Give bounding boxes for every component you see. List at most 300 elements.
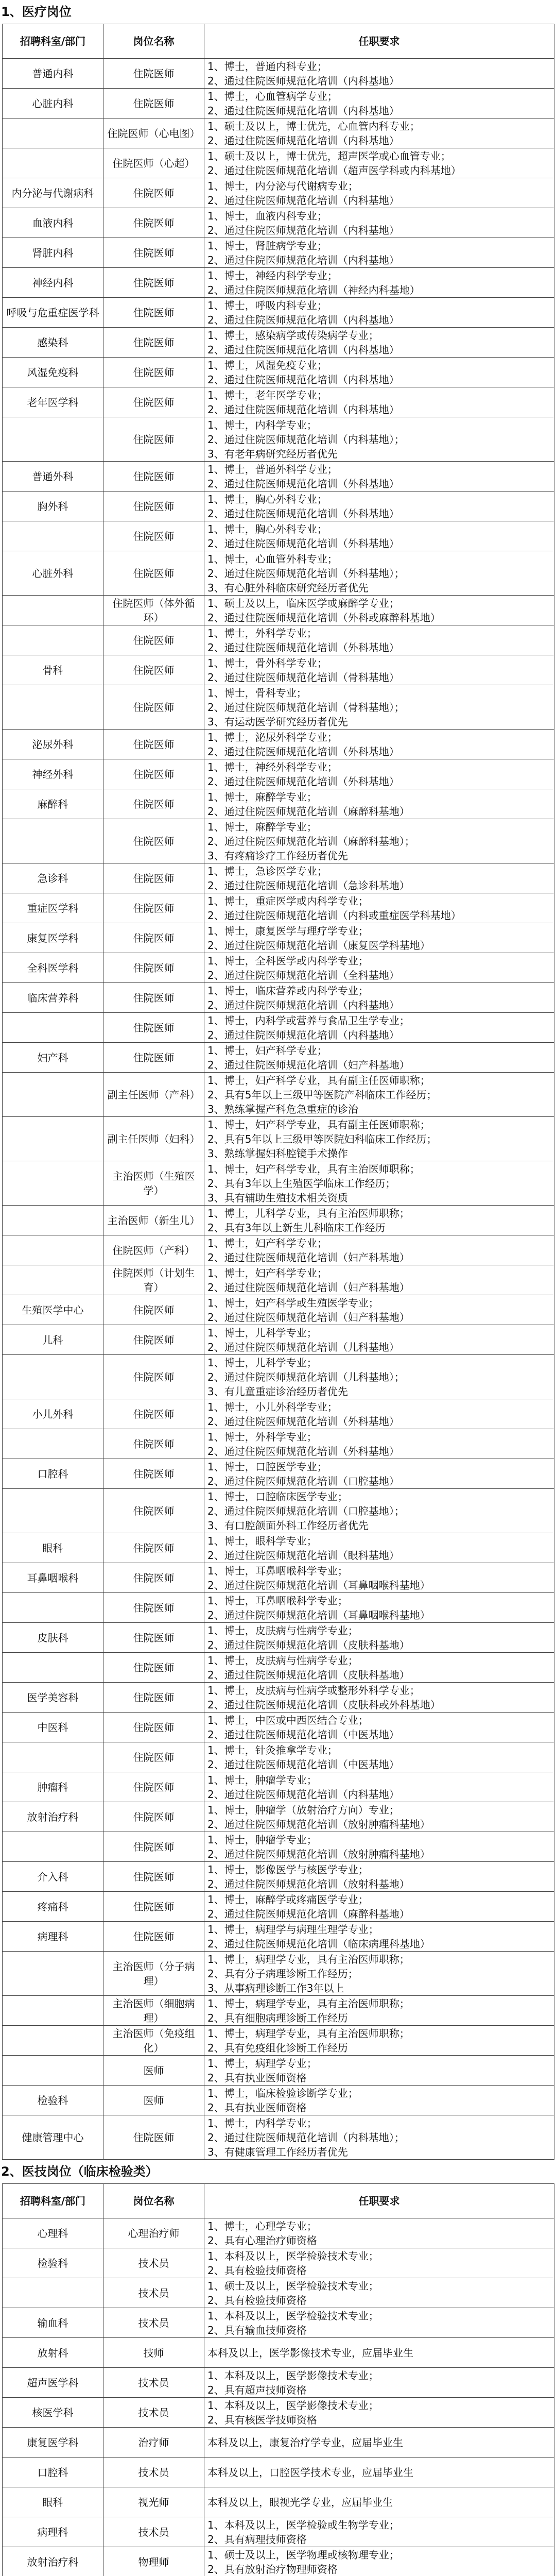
table-row (3, 1623, 554, 1653)
post-cell: 住院医师 (103, 1489, 204, 1533)
requirement-line: 3、有疼痛诊疗工作经历者优先 (207, 849, 348, 862)
table-row (3, 2428, 554, 2458)
requirement-line: 2、通过住院医师规范化培训（超声医学科或内科基地） (207, 164, 461, 177)
requirement-line: 1、博士，骨外科学专业； (207, 656, 327, 669)
requirement-line: 1、博士，病理学专业，具有主治医师职称； (207, 2027, 410, 2040)
dept-cell: 心脏内科 (3, 89, 103, 118)
requirement-line: 1、博士，血液内科专业； (207, 209, 327, 222)
dept-cell: 临床营养科 (3, 983, 103, 1013)
dept-cell (3, 1489, 103, 1533)
requirement-line: 2、通过住院医师规范化培训（口腔基地）； (207, 1504, 405, 1517)
requirements-cell (204, 1772, 554, 1802)
requirement-line: 2、通过住院医师规范化培训（内科基地） (207, 104, 399, 117)
requirement-line: 1、硕士及以上，医学物理或核物理专业； (207, 2548, 399, 2561)
requirement-line: 1、博士，风湿免疫专业； (207, 359, 327, 371)
dept-cell: 肿瘤科 (3, 1772, 103, 1802)
requirement-line: 3、有口腔颌面外科工作经历者优先 (207, 1519, 369, 1532)
dept-cell: 中医科 (3, 1713, 103, 1742)
dept-cell (3, 1265, 103, 1295)
dept-cell: 急诊科 (3, 863, 103, 893)
post-cell: 住院医师 (103, 268, 204, 298)
dept-cell: 检验科 (3, 2086, 103, 2115)
requirement-line: 2、通过住院医师规范化培训（中医基地） (207, 1728, 399, 1741)
table-row (3, 1161, 554, 1206)
requirement-line: 2、通过住院医师规范化培训（内科基地）； (207, 2131, 405, 2144)
requirement-line: 1、博士，肿瘤学专业； (207, 1773, 317, 1786)
requirements-cell (204, 2368, 554, 2398)
requirement-line: 1、博士，神经外科学专业； (207, 760, 338, 773)
requirement-line: 1、博士，临床检验诊断学专业； (207, 2087, 358, 2099)
requirement-line: 2、通过住院医师规范化培训（放射科基地） (207, 1877, 410, 1890)
dept-cell (3, 685, 103, 730)
requirement-line: 2、通过住院医师规范化培训（骨科基地）； (207, 701, 405, 714)
table-row (3, 1489, 554, 1533)
requirements-cell (204, 1235, 554, 1265)
requirement-line: 2、具有细胞病理诊断工作经历 (207, 2011, 348, 2024)
table-row (3, 118, 554, 148)
dept-cell: 呼吸与危重症医学科 (3, 298, 103, 328)
dept-cell: 儿科 (3, 1325, 103, 1355)
table-row (3, 1832, 554, 1862)
dept-cell (3, 1593, 103, 1623)
requirement-line: 2、通过住院医师规范化培训（儿科基地）； (207, 1370, 405, 1383)
requirement-line: 2、通过住院医师规范化培训（骨科基地） (207, 671, 399, 684)
requirement-line: 3、有运动医学研究经历者优先 (207, 715, 348, 728)
table-row (3, 625, 554, 655)
requirement-line: 1、博士，口腔医学专业； (207, 1460, 327, 1473)
requirements-cell (204, 983, 554, 1013)
requirement-line: 2、通过住院医师规范化培训（儿科基地） (207, 1341, 399, 1353)
post-cell: 住院医师 (103, 789, 204, 819)
requirements-cell (204, 2547, 554, 2576)
table-row (3, 1996, 554, 2026)
post-cell: 住院医师 (103, 551, 204, 596)
post-cell: 住院医师 (103, 1325, 204, 1355)
post-cell: 住院医师 (103, 1013, 204, 1043)
requirement-line: 1、博士，耳鼻咽喉科学专业； (207, 1564, 348, 1577)
requirements-cell (204, 1533, 554, 1563)
requirements-cell (204, 118, 554, 148)
requirements-cell (204, 2458, 554, 2487)
post-cell: 住院医师 (103, 358, 204, 387)
dept-cell: 老年医学科 (3, 387, 103, 417)
table-row (3, 685, 554, 730)
dept-cell (3, 1355, 103, 1399)
requirement-line: 3、有儿童重症诊治经历者优先 (207, 1385, 348, 1398)
requirements-cell (204, 268, 554, 298)
table-row (3, 1399, 554, 1429)
requirement-line: 2、通过住院医师规范化培训（外科基地）； (207, 567, 405, 580)
dept-cell (3, 1073, 103, 1117)
post-cell: 住院医师 (103, 893, 204, 923)
table-row (3, 953, 554, 983)
post-cell: 住院医师 (103, 238, 204, 268)
requirement-line: 1、博士，针灸推拿学专业； (207, 1743, 338, 1756)
requirements-cell (204, 2026, 554, 2056)
post-cell: 住院医师 (103, 521, 204, 551)
header-post: 岗位名称 (103, 2184, 204, 2218)
requirements-cell (204, 730, 554, 759)
requirements-cell (204, 89, 554, 118)
table-row (3, 521, 554, 551)
requirement-line: 1、博士，妇产科学专业，具有主治医师职称； (207, 1162, 420, 1175)
post-cell: 住院医师 (103, 655, 204, 685)
table-row (3, 2115, 554, 2160)
dept-cell: 风湿免疫科 (3, 358, 103, 387)
table-row (3, 551, 554, 596)
post-cell: 住院医师 (103, 178, 204, 208)
dept-cell: 生殖医学中心 (3, 1295, 103, 1325)
requirement-line: 2、通过住院医师规范化培训（外科基地） (207, 641, 399, 654)
requirement-line: 1、博士，全科医学或内科学专业； (207, 954, 369, 967)
requirement-line: 2、通过住院医师规范化培训（内科基地） (207, 1028, 399, 1041)
dept-cell (3, 1117, 103, 1161)
requirement-line: 2、通过住院医师规范化培训（急诊科基地） (207, 879, 410, 892)
dept-cell: 神经内科 (3, 268, 103, 298)
dept-cell: 超声医学科 (3, 2368, 103, 2398)
requirement-line: 2、通过住院医师规范化培训（妇产科基地） (207, 1311, 410, 1324)
dept-cell: 检验科 (3, 2248, 103, 2278)
requirement-line: 1、博士，呼吸内科专业； (207, 299, 327, 312)
requirements-cell (204, 1489, 554, 1533)
dept-cell: 眼科 (3, 2487, 103, 2517)
requirement-line: 2、通过住院医师规范化培训（内科基地） (207, 134, 399, 147)
table-row (3, 1683, 554, 1713)
requirement-line: 1、本科及以上，医学检验技术专业； (207, 2309, 379, 2322)
requirements-cell (204, 1325, 554, 1355)
section-title-medical: 1、医疗岗位 (1, 5, 72, 19)
requirement-line: 1、博士，内科学或营养与食品卫生学专业； (207, 1014, 410, 1027)
requirement-line: 2、具有5年以上三级甲等医院产科临床工作经历； (207, 1088, 437, 1101)
requirements-cell (204, 1593, 554, 1623)
post-cell: 住院医师 (103, 1295, 204, 1325)
requirements-cell (204, 1265, 554, 1295)
dept-cell (3, 1206, 103, 1235)
dept-cell: 神经外科 (3, 759, 103, 789)
requirement-line: 2、具有免疫组化诊断工作经历 (207, 2041, 348, 2054)
table-row (3, 59, 554, 89)
requirement-line: 2、通过住院医师规范化培训（皮肤科基地） (207, 1638, 410, 1651)
table-row (3, 148, 554, 178)
requirement-line: 2、通过住院医师规范化培训（耳鼻咽喉科基地） (207, 1608, 430, 1621)
requirements-cell (204, 1892, 554, 1922)
requirement-line: 2、通过住院医师规范化培训（麻醉科基地） (207, 805, 410, 818)
requirement-line: 1、本科及以上，医学影像技术专业； (207, 2369, 379, 2382)
table-row (3, 1073, 554, 1117)
table-row (3, 1325, 554, 1355)
requirement-line: 1、博士，妇产科学专业； (207, 1044, 327, 1057)
requirements-cell (204, 1952, 554, 1996)
requirement-line: 2、通过住院医师规范化培训（外科基地） (207, 1415, 399, 1428)
table-row (3, 178, 554, 208)
requirement-line: 2、通过住院医师规范化培训（外科基地） (207, 477, 399, 490)
requirement-line: 1、博士，皮肤病与性病学专业； (207, 1624, 358, 1637)
requirements-cell (204, 1295, 554, 1325)
requirements-cell (204, 1206, 554, 1235)
medical-posts-body (3, 59, 554, 2160)
requirements-cell (204, 1683, 554, 1713)
post-cell: 住院医师 (103, 208, 204, 238)
requirement-line: 1、硕士及以上，临床医学或麻醉学专业； (207, 597, 399, 609)
requirement-line: 2、通过住院医师规范化培训（临床病理科基地） (207, 1937, 430, 1950)
dept-cell: 普通内科 (3, 59, 103, 89)
requirements-cell (204, 298, 554, 328)
post-cell: 住院医师（产科） (103, 1235, 204, 1265)
post-cell: 住院医师 (103, 462, 204, 492)
requirements-cell (204, 2248, 554, 2278)
dept-cell: 感染科 (3, 328, 103, 358)
dept-cell (3, 625, 103, 655)
post-cell: 主治医师（新生儿） (103, 1206, 204, 1235)
requirements-cell (204, 2056, 554, 2086)
dept-cell: 健康管理中心 (3, 2115, 103, 2160)
dept-cell: 全科医学科 (3, 953, 103, 983)
requirement-line: 2、具有心理治疗师资格 (207, 2234, 317, 2247)
post-cell: 住院医师 (103, 1713, 204, 1742)
post-cell: 住院医师 (103, 1533, 204, 1563)
dept-cell: 放射治疗科 (3, 2547, 103, 2576)
requirement-line: 1、博士，眼科学专业； (207, 1534, 317, 1547)
requirements-cell (204, 1922, 554, 1952)
dept-cell (3, 118, 103, 148)
requirements-cell (204, 2308, 554, 2338)
requirements-cell (204, 2428, 554, 2458)
requirement-line: 2、通过住院医师规范化培训（耳鼻咽喉科基地） (207, 1579, 430, 1591)
requirement-line: 1、博士，妇产科学专业，具有副主任医师职称； (207, 1074, 430, 1087)
requirement-line: 本科及以上，康复治疗学专业，应届毕业生 (207, 2436, 403, 2449)
requirement-line: 1、博士，妇产科学或生殖医学专业； (207, 1296, 379, 1309)
table-row (3, 2026, 554, 2056)
requirement-line: 1、博士，神经内科学专业； (207, 269, 338, 282)
requirements-cell (204, 1117, 554, 1161)
table-row (3, 1922, 554, 1952)
dept-cell: 康复医学科 (3, 2428, 103, 2458)
dept-cell: 小儿外科 (3, 1399, 103, 1429)
post-cell: 住院医师 (103, 1429, 204, 1459)
requirements-cell (204, 1355, 554, 1399)
header-dept: 招聘科室/部门 (3, 2184, 103, 2218)
table-row (3, 2517, 554, 2547)
requirement-line: 2、通过住院医师规范化培训（麻醉科基地）； (207, 835, 415, 848)
header-post: 岗位名称 (103, 24, 204, 59)
dept-cell (3, 1832, 103, 1862)
dept-cell (3, 1161, 103, 1206)
dept-cell: 耳鼻咽喉科 (3, 1563, 103, 1593)
dept-cell (3, 1952, 103, 1996)
table-row (3, 789, 554, 819)
post-cell: 住院医师 (103, 983, 204, 1013)
post-cell: 住院医师 (103, 730, 204, 759)
requirement-line: 2、通过住院医师规范化培训（内科基地） (207, 998, 399, 1011)
requirement-line: 2、通过住院医师规范化培训（内科基地） (207, 403, 399, 416)
requirement-line: 1、博士，皮肤病与性病学或整形外科学专业； (207, 1684, 420, 1697)
table-row (3, 2368, 554, 2398)
requirement-line: 2、通过住院医师规范化培训（内科基地）； (207, 433, 405, 446)
table-row (3, 2338, 554, 2368)
requirement-line: 2、通过住院医师规范化培训（内科基地） (207, 1788, 399, 1801)
requirement-line: 2、具有病理技师资格 (207, 2533, 307, 2546)
post-cell: 住院医师 (103, 492, 204, 521)
requirement-line: 1、博士，小儿外科学专业； (207, 1400, 338, 1413)
post-cell: 住院医师（体外循环） (103, 596, 204, 625)
requirements-cell (204, 2218, 554, 2248)
requirement-line: 1、博士，胸心外科专业； (207, 493, 327, 505)
requirement-line: 1、博士，心血管病学专业； (207, 90, 338, 103)
requirement-line: 2、具有检验技师资格 (207, 2294, 307, 2307)
requirement-line: 2、具有核医学技师资格 (207, 2413, 317, 2426)
table-row (3, 1802, 554, 1832)
requirement-line: 1、博士，肾脏病学专业； (207, 239, 327, 252)
post-cell: 主治医师（分子病理） (103, 1952, 204, 1996)
table-row (3, 2278, 554, 2308)
requirement-line: 3、从事病理诊断工作3年以上 (207, 1981, 344, 1994)
requirement-line: 2、通过住院医师规范化培训（外科基地） (207, 775, 399, 788)
table-row (3, 983, 554, 1013)
dept-cell: 泌尿外科 (3, 730, 103, 759)
table-row (3, 268, 554, 298)
requirement-line: 1、博士，肿瘤学专业； (207, 1833, 317, 1846)
dept-cell (3, 1996, 103, 2026)
requirement-line: 1、硕士及以上，博士优先，超声医学或心血管专业； (207, 149, 451, 162)
requirement-line: 2、通过住院医师规范化培训（放射肿瘤科基地） (207, 1848, 430, 1860)
table-row (3, 730, 554, 759)
requirement-line: 2、通过住院医师规范化培训（外科基地） (207, 507, 399, 520)
section-title-lab: 2、医技岗位（临床检验类） (1, 2164, 158, 2179)
requirements-cell (204, 2487, 554, 2517)
post-cell: 技术员 (103, 2517, 204, 2547)
table-row (3, 1235, 554, 1265)
requirement-line: 2、通过住院医师规范化培训（神经内科基地） (207, 283, 420, 296)
requirement-line: 1、博士，泌尿外科学专业； (207, 731, 338, 743)
requirement-line: 1、博士，皮肤病与性病学专业； (207, 1654, 358, 1667)
requirement-line: 2、通过住院医师规范化培训（妇产科基地） (207, 1251, 410, 1264)
requirements-cell (204, 2398, 554, 2428)
post-cell: 住院医师 (103, 298, 204, 328)
requirement-line: 2、通过住院医师规范化培训（全科基地） (207, 969, 399, 981)
table-row (3, 1653, 554, 1683)
requirement-line: 2、具有5年以上三级甲等医院妇科临床工作经历； (207, 1132, 437, 1145)
post-cell: 住院医师 (103, 1862, 204, 1892)
post-cell: 技术员 (103, 2308, 204, 2338)
table-row (3, 492, 554, 521)
dept-cell: 输血科 (3, 2308, 103, 2338)
table-row (3, 1013, 554, 1043)
table-row (3, 417, 554, 462)
lab-posts-table (2, 2183, 554, 2576)
requirement-line: 2、通过住院医师规范化培训（内科基地） (207, 313, 399, 326)
table-row (3, 298, 554, 328)
requirements-cell (204, 789, 554, 819)
table-row (3, 358, 554, 387)
post-cell: 技师 (103, 2338, 204, 2368)
requirement-line: 1、博士，心血管外科专业； (207, 552, 338, 565)
requirements-cell (204, 1013, 554, 1043)
requirement-line: 1、本科及以上，医学检验技术专业； (207, 2249, 379, 2262)
requirements-cell (204, 1653, 554, 1683)
requirement-line: 1、博士，内科学专业； (207, 418, 317, 431)
table-row (3, 1892, 554, 1922)
post-cell: 住院医师 (103, 863, 204, 893)
requirements-cell (204, 1996, 554, 2026)
post-cell: 住院医师 (103, 1892, 204, 1922)
dept-cell: 普通外科 (3, 462, 103, 492)
requirement-line: 2、通过住院医师规范化培训（中医基地） (207, 1758, 399, 1771)
table-row (3, 2248, 554, 2278)
table-row (3, 208, 554, 238)
requirement-line: 2、具有3年以上生殖医学临床工作经历； (207, 1177, 396, 1190)
requirement-line: 2、通过住院医师规范化培训（内科基地） (207, 343, 399, 356)
requirement-line: 1、博士，外科学专业； (207, 1430, 317, 1443)
requirement-line: 1、博士，影像医学与核医学专业； (207, 1863, 369, 1876)
requirements-cell (204, 596, 554, 625)
requirement-line: 1、博士，普通内科专业； (207, 60, 327, 73)
dept-cell: 放射治疗科 (3, 1802, 103, 1832)
requirements-cell (204, 238, 554, 268)
post-cell: 视光师 (103, 2487, 204, 2517)
table-row (3, 1206, 554, 1235)
requirement-line: 3、熟练掌握产科危急重症的诊治 (207, 1103, 358, 1115)
requirement-line: 1、博士，中医或中西医结合专业； (207, 1714, 369, 1726)
requirement-line: 1、博士，病理学与病理生理学专业； (207, 1923, 379, 1936)
header-dept: 招聘科室/部门 (3, 24, 103, 59)
requirements-cell (204, 2115, 554, 2160)
post-cell: 住院医师 (103, 1772, 204, 1802)
table-row (3, 387, 554, 417)
table-row (3, 1459, 554, 1489)
post-cell: 技术员 (103, 2458, 204, 2487)
requirements-cell (204, 1429, 554, 1459)
post-cell: 技术员 (103, 2278, 204, 2308)
table-row (3, 863, 554, 893)
table-row (3, 1952, 554, 1996)
post-cell: 主治医师（生殖医学） (103, 1161, 204, 1206)
post-cell: 住院医师 (103, 1802, 204, 1832)
requirements-cell (204, 59, 554, 89)
requirement-line: 本科及以上，眼视光学专业，应届毕业生 (207, 2496, 393, 2509)
post-cell: 住院医师 (103, 759, 204, 789)
table-row (3, 1295, 554, 1325)
table-row (3, 1563, 554, 1593)
requirement-line: 2、通过住院医师规范化培训（康复医学科基地） (207, 939, 430, 952)
post-cell: 住院医师 (103, 1653, 204, 1683)
post-cell: 住院医师 (103, 417, 204, 462)
requirement-line: 2、具有执业医师资格 (207, 2101, 307, 2114)
requirement-line: 3、熟练掌握妇科腔镜手术操作 (207, 1147, 348, 1160)
requirements-cell (204, 685, 554, 730)
table-row (3, 1117, 554, 1161)
dept-cell (3, 2278, 103, 2308)
requirement-line: 2、通过住院医师规范化培训（皮肤科或外科基地） (207, 1698, 441, 1711)
dept-cell: 心脏外科 (3, 551, 103, 596)
requirements-cell (204, 1043, 554, 1073)
post-cell: 住院医师（心电图） (103, 118, 204, 148)
requirement-line: 1、博士，感染病学或传染病学专业； (207, 329, 379, 342)
table-row (3, 759, 554, 789)
requirement-line: 2、具有检验技师资格 (207, 2264, 307, 2277)
post-cell: 住院医师 (103, 819, 204, 863)
requirement-line: 1、博士，耳鼻咽喉科学专业； (207, 1594, 348, 1607)
requirement-line: 1、博士，内分泌与代谢病专业； (207, 179, 358, 192)
table-row (3, 328, 554, 358)
requirement-line: 1、博士，肿瘤学（放射治疗方向）专业； (207, 1803, 399, 1816)
requirements-cell (204, 2086, 554, 2115)
requirements-cell (204, 1563, 554, 1593)
table-row (3, 1772, 554, 1802)
requirement-line: 1、博士，内科学专业； (207, 2116, 317, 2129)
requirements-cell (204, 358, 554, 387)
table-row (3, 1713, 554, 1742)
requirement-line: 2、通过住院医师规范化培训（内科基地） (207, 224, 399, 236)
